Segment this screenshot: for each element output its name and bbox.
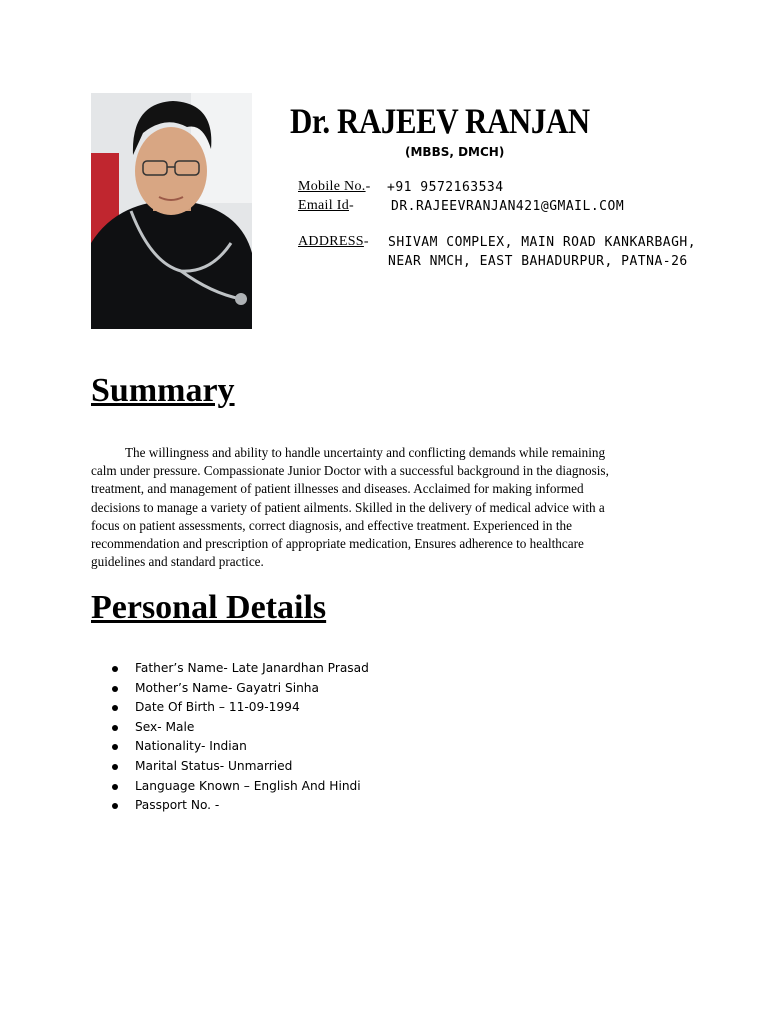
summary-heading: Summary [91, 372, 235, 409]
summary-line: The willingness and ability to handle uncertainty and conflicting demands while remaining [125, 445, 606, 460]
bullet-icon [112, 666, 118, 672]
summary-paragraph [91, 444, 669, 571]
address-separator: - [363, 234, 369, 249]
detail-text: Language Known – English And Hindi [135, 778, 361, 793]
list-item [109, 737, 369, 757]
email-label: Email Id [298, 198, 349, 213]
summary-line: recommendation and prescription of appropriate medication, Ensures adherence to healthcare [91, 536, 584, 552]
list-item [109, 679, 369, 699]
detail-text: Nationality- Indian [135, 739, 247, 754]
list-item [109, 698, 369, 718]
degree: (MBBS, DMCH) [405, 145, 505, 159]
address-label: ADDRESS [298, 234, 364, 249]
summary-line: focus on patient assessments, correct diagnosis, and effective treatment. Experienced in the [91, 517, 572, 533]
list-item [109, 757, 369, 777]
list-item [109, 796, 369, 816]
address-row [298, 234, 369, 250]
bullet-icon [112, 705, 118, 711]
summary-line: treatment, and management of patient illnesses and diseases. Acclaimed for making informed [91, 481, 584, 497]
email-row [298, 198, 354, 214]
detail-text: Father’s Name- Late Janardhan Prasad [135, 661, 369, 675]
list-item [109, 718, 369, 738]
detail-text: Passport No. - [135, 798, 220, 813]
email-separator: - [349, 198, 354, 213]
mobile-label: Mobile No. [298, 179, 366, 194]
summary-line: guidelines and standard practice. [91, 554, 264, 570]
detail-text: Date Of Birth – 11-09-1994 [135, 700, 300, 715]
summary-line: calm under pressure. Compassionate Junior Doctor with a successful background in the diagnosis, [91, 463, 609, 479]
detail-text: Mother’s Name- Gayatri Sinha [135, 680, 319, 695]
bullet-icon [112, 744, 118, 750]
mobile-row [298, 179, 371, 195]
bullet-icon [112, 725, 118, 731]
profile-photo [91, 93, 252, 329]
summary-line: decisions to manage a variety of patient ailments. Skilled in the delivery of medical advice with a [91, 499, 605, 515]
bullet-icon [112, 803, 118, 809]
mobile-value: +91 9572163534 [387, 180, 504, 195]
bullet-icon [112, 764, 118, 770]
address-line-1: SHIVAM COMPLEX, MAIN ROAD KANKARBAGH, [388, 235, 697, 250]
list-item [109, 659, 369, 679]
bullet-icon [112, 784, 118, 790]
personal-details-list [109, 659, 369, 816]
detail-text: Marital Status- Unmarried [135, 758, 293, 773]
email-value: DR.RAJEEVRANJAN421@GMAIL.COM [391, 199, 625, 214]
personal-details-heading: Personal Details [91, 589, 327, 626]
list-item [109, 777, 369, 797]
doctor-name: Dr. RAJEEV RANJAN [290, 101, 590, 141]
bullet-icon [112, 686, 118, 692]
address-line-2: NEAR NMCH, EAST BAHADURPUR, PATNA-26 [388, 254, 688, 269]
detail-text: Sex- Male [135, 719, 195, 734]
mobile-separator: - [365, 179, 371, 194]
